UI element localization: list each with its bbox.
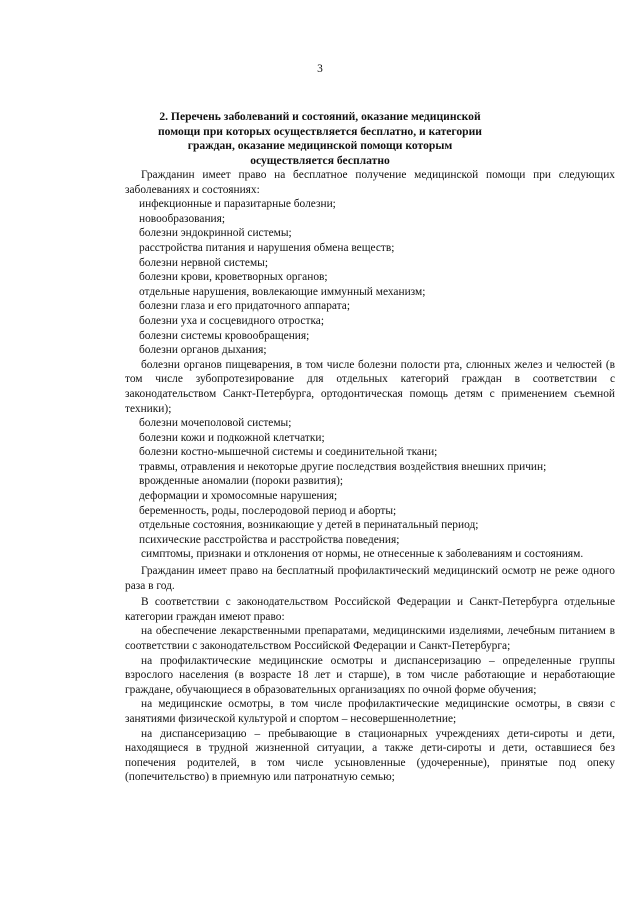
page-number: 3 [317,63,323,75]
list-item: болезни глаза и его придаточного аппарата; [139,300,350,313]
list-item: болезни эндокринной системы; [139,227,292,240]
prophylactic-paragraph: Гражданин имеет право на бесплатный профилактический медицинский осмотр не реже одного раза в год. [125,565,615,592]
symptoms-paragraph: симптомы, признаки и отклонения от нормы, не отнесенные к заболеваниям и состояниям. [141,548,584,561]
list-item: новообразования; [139,212,226,225]
right-paragraph: на диспансеризацию – пребывающие в стационарных учреждениях дети-сироты и дети, находящиеся в трудной жизненной ситуации, а также дети-сироты и дети, оставшиеся без попечения родителей, в том числе усыновленные (удочеренные), принятые под опеку (попечительство) в приемную или патронатную семью; [125,727,615,784]
list-item: болезни органов дыхания; [139,344,267,357]
list-item: расстройства питания и нарушения обмена веществ; [139,241,395,254]
list-item: болезни нервной системы; [139,256,268,269]
list-item: врожденные аномалии (пороки развития); [139,475,344,488]
list-item: болезни уха и сосцевидного отростка; [139,314,325,327]
list-item: отдельные нарушения, вовлекающие иммунный механизм; [139,285,426,298]
disease-list-a [125,197,615,358]
section-title [150,110,490,168]
section-title-line: граждан, оказание медицинской помощи которым [187,139,453,153]
digestive-paragraph: болезни органов пищеварения, в том числе болезни полости рта, слюнных желез и челюстей (в том числе зубопротезирование для отдельных категорий граждан в соответствии с законодательством Санкт-Петербурга, ортодонтическая помощь детям с применением съемной техники); [125,358,615,415]
section-title-line: помощи при которых осуществляется бесплатно, и категории [158,124,482,138]
right-paragraph: на обеспечение лекарственными препаратами, медицинскими изделиями, лечебным питанием в соответствии с законодательством Российской Федерации и Санкт-Петербурга; [125,625,615,652]
list-item: травмы, отравления и некоторые другие последствия воздействия внешних причин; [139,460,547,473]
list-item: инфекционные и паразитарные болезни; [139,198,336,211]
right-paragraph: на медицинские осмотры, в том числе профилактические медицинские осмотры, в связи с занятиями физической культурой и спортом – несовершеннолетние; [125,698,615,725]
list-item: болезни крови, кроветворных органов; [139,271,328,284]
list-item: беременность, роды, послеродовой период и аборты; [139,504,397,517]
list-item: болезни системы кровообращения; [139,329,310,342]
intro-paragraph: Гражданин имеет право на бесплатное получение медицинской помощи при следующих заболеваниях и состояниях: [125,169,615,196]
list-item: психические расстройства и расстройства поведения; [139,533,400,546]
list-item: деформации и хромосомные нарушения; [139,490,338,503]
section-title-line: 2. Перечень заболеваний и состояний, оказание медицинской [159,110,481,123]
section-title-line: осуществляется бесплатно [250,153,390,167]
right-paragraph: на профилактические медицинские осмотры и диспансеризацию – определенные группы взрослого населения (в возрасте 18 лет и старше), в том числе работающие и неработающие граждане, обучающиеся в образовательных организациях по очной форме обучения; [125,654,615,696]
list-item: болезни мочеполовой системы; [139,417,292,430]
categories-intro-paragraph: В соответствии с законодательством Российской Федерации и Санкт-Петербурга отдельные категории граждан имеют право: [125,596,615,623]
disease-list-b [125,416,615,547]
list-item: болезни костно-мышечной системы и соединительной ткани; [139,446,438,459]
document-body [125,168,615,785]
list-item: болезни кожи и подкожной клетчатки; [139,431,325,444]
list-item: отдельные состояния, возникающие у детей в перинатальный период; [139,519,479,532]
